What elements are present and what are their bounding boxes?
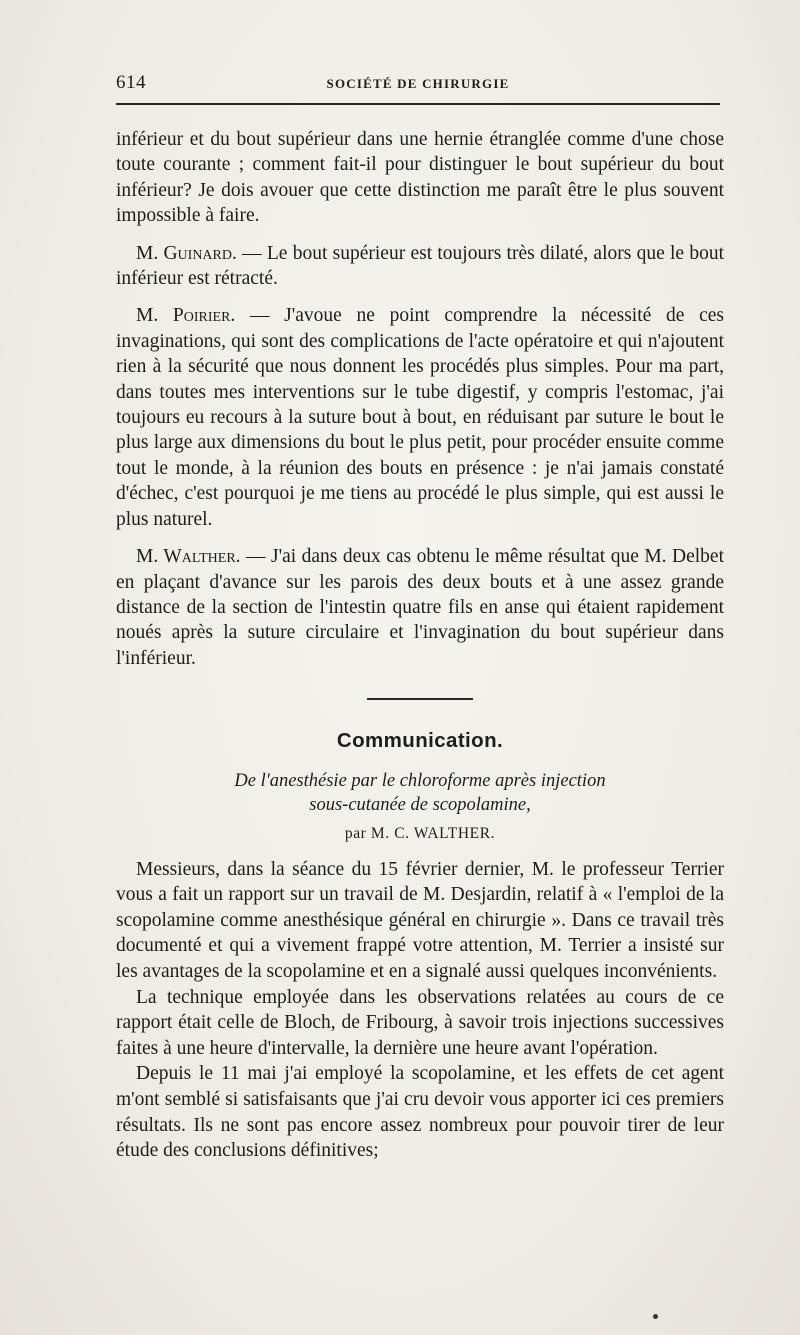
speaker-name: M. Guinard. — [136, 242, 237, 264]
discussion-section — [116, 127, 724, 1164]
section-divider — [367, 698, 473, 700]
author-byline: par M. C. WALTHER. — [344, 824, 496, 842]
article-title — [116, 769, 724, 817]
paragraph-communication-1: Messieurs, dans la séance du 15 février dernier, M. le professeur Terrier vous a fait un rapport sur un travail de M. Desjardin, relatif à « l'emploi de la scopolamine comme anesthésique général en chirurgie ». Dans ce travail très documenté et qui a vivement frappé votre attention, M. Terrier a insisté sur les avantages de la scopolamine et en a signalé aussi quelques inconvénients. — [116, 858, 724, 982]
speaker-remark: — J'avoue ne point comprendre la nécessité de ces invaginations, qui sont des complications de l'acte opératoire et qui n'ajoutent rien à la sécurité que nous donnent les procédés plus simples. Pour ma part, dans toutes mes interventions sur le tube digestif, y compris l'estomac, j'ai toujours eu recours à la suture bout à bout, en réduisant par suture le bout le plus large aux dimensions du bout le plus petit, pour procéder ensuite comme tout le monde, à la réunion des bouts en présence : je n'ai jamais constaté d'échec, c'est pourquoi je me tiens au procédé le plus simple, qui est aussi le plus naturel. — [116, 305, 724, 530]
section-heading: Communication. — [336, 728, 504, 752]
print-speck — [653, 1314, 658, 1319]
speaker-remark: — Le bout supérieur est toujours très dilaté, alors que le bout inférieur est rétracté. — [116, 242, 724, 290]
speaker-name: M. Walther. — [136, 546, 241, 568]
article-title-line: sous-cutanée de scopolamine, — [309, 794, 531, 815]
article-title-line: De l'anesthésie par le chloroforme après injection — [234, 770, 606, 791]
paragraph-continuation: inférieur et du bout supérieur dans une hernie étranglée comme d'une chose toute courante ; comment fait-il pour distinguer le bout supérieur du bout inférieur? Je dois avouer que cette distinction me paraît être le plus souvent impossible à faire. — [116, 129, 724, 227]
paragraph-walther — [116, 544, 724, 671]
paragraph-communication-3: Depuis le 11 mai j'ai employé la scopolamine, et les effets de cet agent m'ont semblé si satisfaisants que j'ai cru devoir vous apporter ici ces premiers résultats. Ils ne sont pas encore assez nombreux pour pouvoir tirer de leur étude des conclusions définitives; — [116, 1063, 724, 1162]
speaker-remark: — J'ai dans deux cas obtenu le même résultat que M. Delbet en plaçant d'avance sur les parois des deux bouts et à une assez grande distance de la section de l'intestin quatre fils en anse qui étaient rapidement noués après la suture circulaire et l'invagination du bout supérieur dans l'inférieur. — [116, 546, 724, 669]
communication-body — [116, 857, 724, 1164]
header-rule — [116, 103, 720, 105]
page-header — [116, 68, 720, 98]
page-number: 614 — [116, 72, 146, 93]
speaker-name: M. Poirier. — [136, 305, 236, 327]
running-title: SOCIÉTÉ DE CHIRURGIE — [326, 76, 510, 91]
paragraph-communication-2: La technique employée dans les observations relatées au cours de ce rapport était celle de Bloch, de Fribourg, à savoir trois injections successives faites à une heure d'intervalle, la dernière une heure avant l'opération. — [116, 986, 724, 1059]
paragraph-guinard — [116, 241, 724, 292]
paragraph-poirier — [116, 303, 724, 532]
